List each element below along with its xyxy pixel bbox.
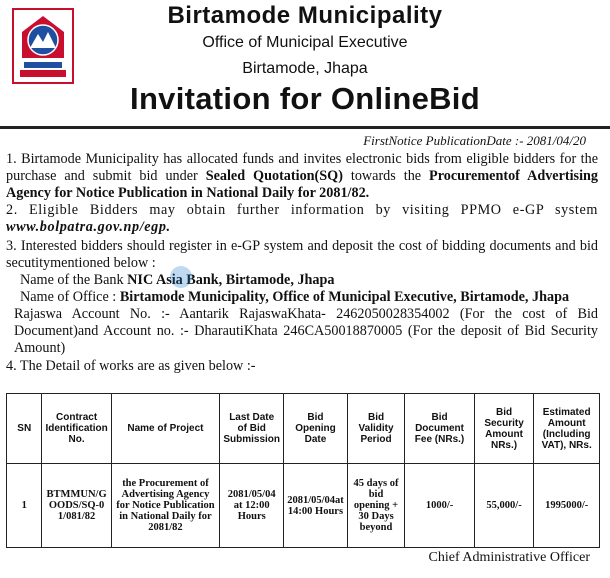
col-doc-fee: Bid Document Fee (NRs.) (405, 394, 475, 464)
col-project: Name of Project (111, 394, 220, 464)
col-estimated-amount: Estimated Amount (Including VAT), NRs. (534, 394, 600, 464)
office-line (6, 289, 598, 306)
table-row (7, 464, 600, 548)
procurement-method: Sealed Quotation(SQ) (205, 168, 343, 184)
bank-label: Name of the Bank (20, 272, 128, 288)
cell-doc-fee: 1000/- (405, 464, 475, 548)
paragraph-1-text-b: towards the (342, 168, 430, 184)
account-details: Rajaswa Account No. :- Aantarik RajaswaKhata- 2462050028354002 (For the cost of Bid Document)and Account no. :- DharautiKhata 246CA50018870005 (For the deposit of Bid Security Amount) (14, 306, 598, 356)
office-location: Birtamode, Jhapa (242, 60, 368, 77)
watermark-icon (170, 266, 192, 288)
cell-estimated-amount: 1995000/- (534, 464, 600, 548)
office-name: Office of Municipal Executive (202, 34, 408, 51)
paragraph-2 (6, 202, 598, 236)
procurement-subject: Procurementof Advertising Agency for Notice Publication in National Daily for 2081/82. (6, 168, 599, 201)
signatory: Chief Administrative Officer (428, 550, 590, 565)
works-table (6, 393, 600, 548)
office-value: Birtamode Municipality, Office of Municipal Executive, Birtamode, Jhapa (119, 289, 570, 305)
municipality-name: Birtamode Municipality (167, 2, 443, 29)
cell-security: 55,000/- (474, 464, 534, 548)
paragraph-3 (6, 238, 598, 272)
cell-contract-id: BTMMUN/GOODS/SQ-01/081/82 (42, 464, 111, 548)
col-validity: Bid Validity Period (347, 394, 404, 464)
bank-line (6, 272, 598, 289)
paragraph-2-text: 2. Eligible Bidders may obtain further information by visiting PPMO e-GP system (6, 202, 598, 218)
document-title: Invitation for OnlineBid (130, 81, 480, 116)
col-contract-id: Contract Identification No. (42, 394, 111, 464)
office-label: Name of Office : (20, 289, 120, 305)
paragraph-1 (6, 151, 598, 202)
cell-last-date: 2081/05/04 at 12:00 Hours (220, 464, 284, 548)
notice-body (6, 151, 598, 375)
paragraph-4: 4. The Detail of works are as given below :- (6, 358, 256, 374)
header-divider (0, 126, 610, 129)
notice-date: FirstNotice PublicationDate :- 2081/04/20 (363, 133, 586, 148)
page-header (0, 0, 610, 127)
col-opening-date: Bid Opening Date (284, 394, 348, 464)
cell-validity: 45 days of bid opening + 30 Days beyond (347, 464, 404, 548)
bank-value: NIC Asia Bank, Birtamode, Jhapa (127, 272, 335, 288)
paragraph-1-text: 1. Birtamode Municipality has allocated funds and invites electronic bids from eligible bidders for the purchase and submit bid under (6, 151, 598, 184)
egp-link[interactable]: www.bolpatra.gov.np/egp. (6, 219, 171, 235)
paragraph-3-text: 3. Interested bidders should register in e-GP system and deposit the cost of bidding documents and bid secutitymentioned below : (6, 238, 598, 271)
cell-project: the Procurement of Advertising Agency for Notice Publication in National Daily for 2081/82 (111, 464, 220, 548)
cell-sn: 1 (7, 464, 42, 548)
col-sn: SN (7, 394, 42, 464)
table-header-row (7, 394, 600, 464)
cell-opening-date: 2081/05/04at 14:00 Hours (284, 464, 348, 548)
col-security: Bid Security Amount NRs.) (474, 394, 534, 464)
col-last-date: Last Date of Bid Submission (220, 394, 284, 464)
